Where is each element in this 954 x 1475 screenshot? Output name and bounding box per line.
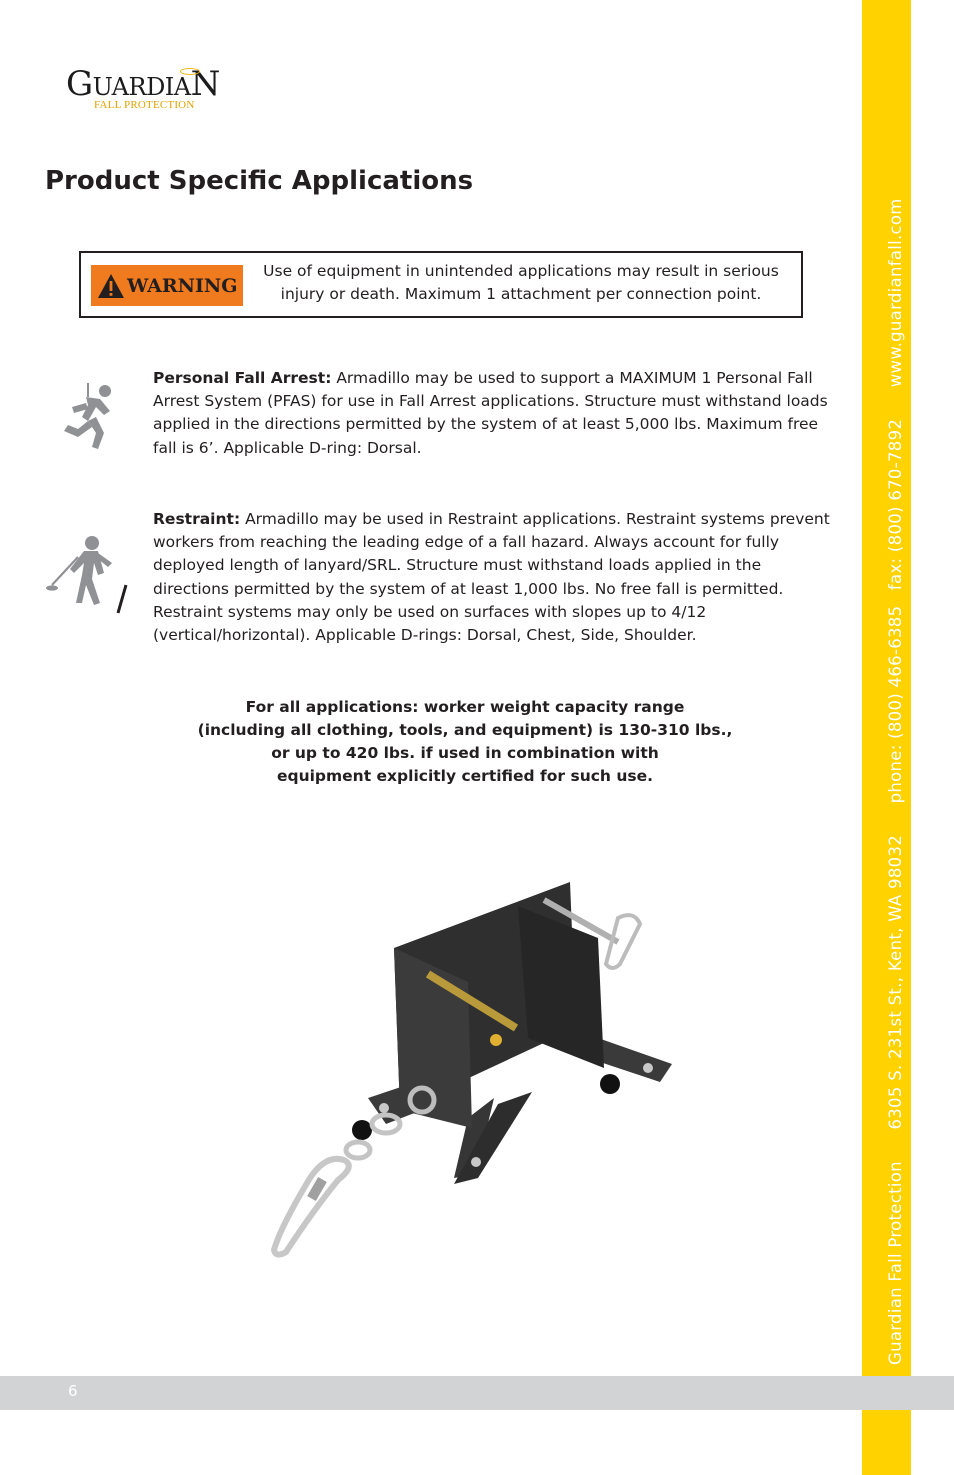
personal-fall-arrest-paragraph: Personal Fall Arrest: Armadillo may be used to support a MAXIMUM 1 Personal Fall Arrest System (PFAS) for use in Fall Arrest applications. Structure must withstand loads applied in the directions permitted by the system of at least 5,000 lbs. Maximum free fall is 6’. Applicable D-ring: Dorsal. xyxy=(153,369,828,457)
logo-tagline: FALL PROTECTION xyxy=(94,99,195,111)
logo-wordmark: GUARDIAN xyxy=(66,64,220,104)
sidebar-phone: phone: (800) 466-6385 xyxy=(886,605,905,804)
guardian-logo xyxy=(66,64,226,114)
sidebar-fax: fax: (800) 670-7892 xyxy=(886,418,905,591)
restraint-paragraph: Restraint: Armadillo may be used in Restraint applications. Restraint systems prevent workers from reaching the leading edge of a fall hazard. Always account for fully deployed length of lanyard/SRL. Structure must withstand loads applied in the directions permitted by the system of at least 1,000 lbs. No free fall is permitted. Restraint systems may only be used on surfaces with slopes up to 4/12 (vertical/horizontal). Applicable D-rings: Dorsal, Chest, Side, Shoulder. xyxy=(153,510,830,645)
sidebar-website[interactable]: www.guardianfall.com xyxy=(886,198,905,388)
contact-sidebar-text xyxy=(886,172,905,1365)
warning-text: Use of equipment in unintended applications may result in serious injury or death. Maximum 1 attachment per connection point. xyxy=(263,262,779,303)
warning-label xyxy=(91,265,243,306)
sidebar-company: Guardian Fall Protection xyxy=(886,1161,905,1365)
page-title: Product Specific Applications xyxy=(45,166,474,196)
sidebar-address: 6305 S. 231st St., Kent, WA 98032 xyxy=(886,834,905,1130)
page-number: 6 xyxy=(68,1382,78,1400)
warning-box xyxy=(79,251,803,318)
footer-band xyxy=(0,1376,954,1410)
weight-capacity-note: For all applications: worker weight capacity range (including all clothing, tools, and equipment) is 130-310 lbs., or up to 420 lbs. if used in combination with equipment explicitly certified for such use. xyxy=(197,698,733,785)
armadillo-anchor-image xyxy=(258,878,698,1258)
restraint-icon xyxy=(44,533,136,615)
logo-halo-icon xyxy=(180,68,200,75)
fall-arrest-icon xyxy=(58,381,120,451)
warning-triangle-icon xyxy=(97,273,125,299)
warning-word: WARNING xyxy=(127,274,238,297)
